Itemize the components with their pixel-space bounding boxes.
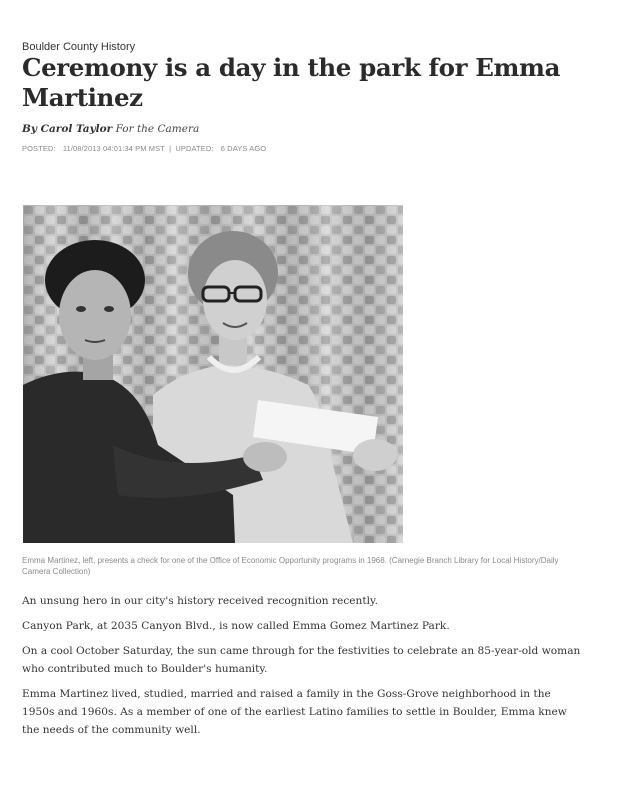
body-paragraph: Emma Martinez lived, studied, married and raised a family in the Goss-Grove neighborhood in the 1950s and 1960s. As a member of one of the earliest Latino families to settle in Boulder, Emma knew the needs of the community well. <box>22 688 567 736</box>
byline-affiliation: For the Camera <box>115 123 200 135</box>
posted-timestamp: 11/08/2013 04:01:34 PM MST <box>62 144 165 153</box>
posted-label: POSTED: <box>22 144 56 153</box>
byline-author[interactable]: By Carol Taylor <box>22 123 113 135</box>
updated-label: UPDATED: <box>175 144 214 153</box>
photo-image <box>23 205 403 543</box>
updated-value: 6 DAYS AGO <box>220 144 267 153</box>
section-label[interactable]: Boulder County History <box>22 41 136 53</box>
body-paragraph: An unsung hero in our city's history received recognition recently. <box>22 595 378 607</box>
article-body <box>22 592 582 746</box>
body-paragraph: Canyon Park, at 2035 Canyon Blvd., is now called Emma Gomez Martinez Park. <box>22 620 450 632</box>
photo-caption: Emma Martinez, left, presents a check for one of the Office of Economic Opportunity programs in 1968. (Carnegie Branch Library for Local History/Daily Camera Collection) <box>22 556 559 576</box>
body-paragraph: On a cool October Saturday, the sun came through for the festivities to celebrate an 85-year-old woman who contributed much to Boulder's humanity. <box>22 645 581 675</box>
meta-separator: | <box>169 144 172 153</box>
article-photo <box>23 205 403 543</box>
post-meta <box>22 144 271 153</box>
byline <box>22 123 199 135</box>
article-headline: Ceremony is a day in the park for Emma Martinez <box>22 53 561 112</box>
